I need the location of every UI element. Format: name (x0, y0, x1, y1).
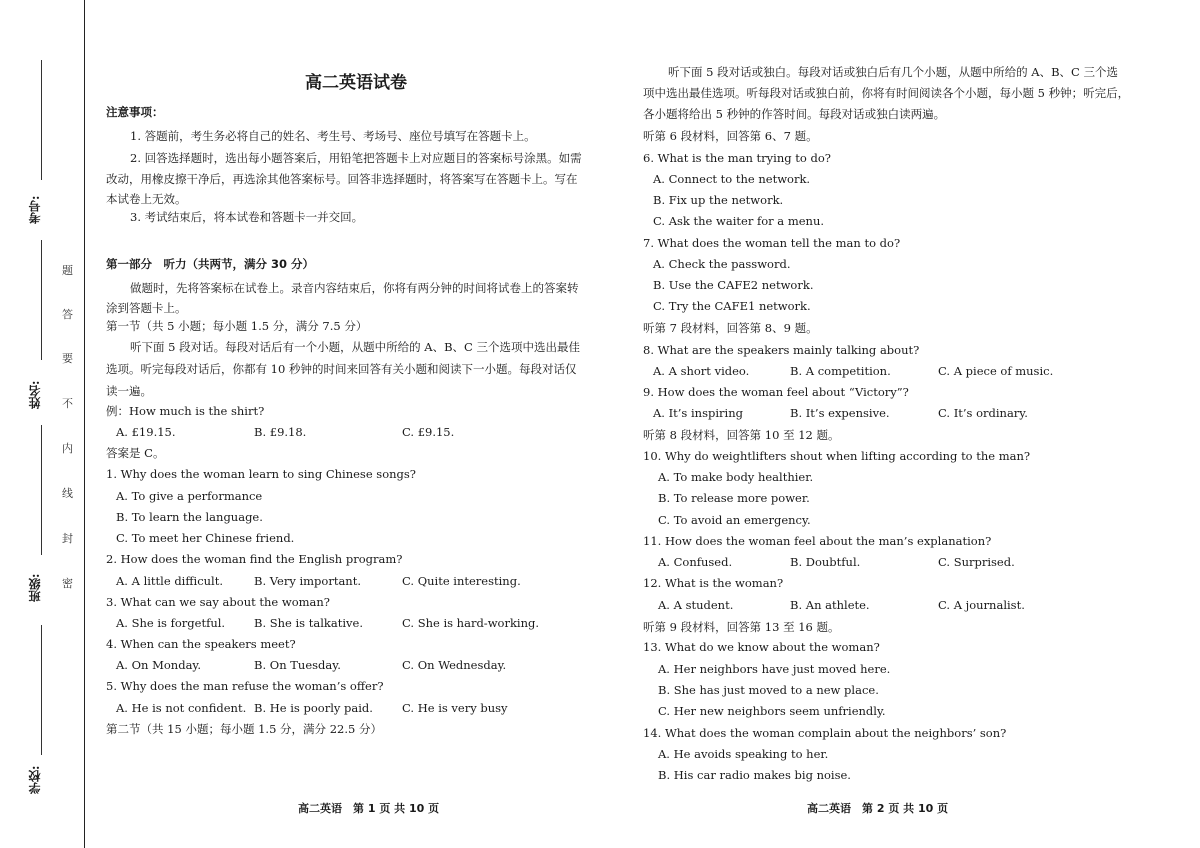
notice-line: 改动，用橡皮擦干净后，再选涂其他答案标号。回答非选择题时，将答案写在答题卡上。写在 (106, 172, 578, 186)
option: A. A student. (658, 598, 734, 612)
instruction-line: 项中选出最佳选项。听每段对话或独白前，你将有时间阅读各个小题，每小题 5 秒钟；听完后， (643, 86, 1130, 100)
question: 7. What does the woman tell the man to do? (643, 236, 901, 250)
option: A. To give a performance (116, 489, 263, 503)
question: 12. What is the woman? (643, 576, 784, 590)
school-label: 学校: (28, 765, 42, 795)
question: 2. How does the woman find the English program? (106, 552, 403, 566)
option: C. To meet her Chinese friend. (116, 531, 295, 545)
option: C. Her new neighbors seem unfriendly. (658, 704, 886, 718)
exam-number-label: 考号: (28, 195, 42, 225)
question: 5. Why does the man refuse the woman’s offer? (106, 679, 384, 693)
name-line (41, 240, 42, 360)
question: 6. What is the man trying to do? (643, 151, 831, 165)
option: B. On Tuesday. (254, 658, 341, 672)
material-heading: 听第 9 段材料，回答第 13 至 16 题。 (643, 620, 840, 634)
option: A. £19.15. (116, 425, 176, 439)
material-heading: 听第 8 段材料，回答第 10 至 12 题。 (643, 428, 840, 442)
page-title: 高二英语试卷 (305, 73, 407, 93)
option: B. To release more power. (658, 491, 810, 505)
question: 8. What are the speakers mainly talking about? (643, 343, 920, 357)
instruction-line: 听下面 5 段对话或独白。每段对话或独白后有几个小题，从题中所给的 A、B、C 三个选 (668, 65, 1118, 79)
section-heading: 第一节（共 5 小题；每小题 1.5 分，满分 7.5 分） (106, 319, 368, 333)
notice-line: 本试卷上无效。 (106, 192, 187, 206)
option: B. £9.18. (254, 425, 307, 439)
question: 13. What do we know about the woman? (643, 640, 880, 654)
section-heading: 第二节（共 15 小题；每小题 1.5 分，满分 22.5 分） (106, 722, 382, 736)
instruction-line: 读一遍。 (106, 384, 152, 398)
seal-char: 密 (62, 577, 73, 590)
seal-char: 题 (62, 264, 73, 277)
option: A. Confused. (658, 555, 733, 569)
binding-line (84, 0, 85, 848)
option: B. It’s expensive. (790, 406, 890, 420)
notice-line: 1. 答题前，考生务必将自己的姓名、考生号、考场号、座位号填写在答题卡上。 (130, 129, 536, 143)
option: C. Ask the waiter for a menu. (653, 214, 825, 228)
option: A. Her neighbors have just moved here. (658, 662, 891, 676)
class-label: 班级: (28, 573, 42, 603)
option: B. He is poorly paid. (254, 701, 373, 715)
option: A. Connect to the network. (653, 172, 811, 186)
option: B. Doubtful. (790, 555, 861, 569)
option: B. An athlete. (790, 598, 870, 612)
material-heading: 听第 6 段材料，回答第 6、7 题。 (643, 129, 818, 143)
option: C. It’s ordinary. (938, 406, 1028, 420)
option: B. She is talkative. (254, 616, 363, 630)
question: 11. How does the woman feel about the man’s explanation? (643, 534, 992, 548)
notice-line: 3. 考试结束后，将本试卷和答题卡一并交回。 (130, 210, 364, 224)
seal-char: 封 (62, 532, 73, 545)
option: A. Check the password. (653, 257, 791, 271)
notice-heading: 注意事项： (106, 105, 164, 119)
question: 9. How does the woman feel about “Victory”? (643, 385, 909, 399)
option: A. On Monday. (116, 658, 202, 672)
seal-char: 答 (62, 308, 73, 321)
material-heading: 听第 7 段材料，回答第 8、9 题。 (643, 321, 818, 335)
instruction-line: 听下面 5 段对话。每段对话后有一个小题，从题中所给的 A、B、C 三个选项中选出最佳 (130, 340, 580, 354)
instruction-line: 做题时，先将答案标在试卷上。录音内容结束后，你将有两分钟的时间将试卷上的答案转 (130, 281, 579, 295)
option: C. Surprised. (938, 555, 1015, 569)
option: A. A short video. (653, 364, 750, 378)
option: C. On Wednesday. (402, 658, 507, 672)
class-line (41, 425, 42, 555)
option: B. To learn the language. (116, 510, 263, 524)
example-question: 例：How much is the shirt? (106, 404, 265, 418)
notice-line: 2. 回答选择题时，选出每小题答案后，用铅笔把答题卡上对应题目的答案标号涂黑。如需 (130, 151, 582, 165)
example-answer: 答案是 C。 (106, 446, 165, 460)
option: B. Very important. (254, 574, 361, 588)
page-footer: 高二英语 第 2 页 共 10 页 (807, 802, 949, 815)
question: 14. What does the woman complain about the neighbors’ son? (643, 726, 1007, 740)
option: B. A competition. (790, 364, 891, 378)
seal-char: 线 (62, 487, 73, 500)
option: A. He is not confident. (116, 701, 247, 715)
name-label: 姓名: (28, 380, 42, 410)
option: C. He is very busy (402, 701, 508, 715)
option: B. Use the CAFE2 network. (653, 278, 814, 292)
part-heading: 第一部分 听力（共两节，满分 30 分） (106, 257, 315, 271)
option: A. He avoids speaking to her. (658, 747, 829, 761)
option: A. She is forgetful. (116, 616, 226, 630)
option: B. Fix up the network. (653, 193, 784, 207)
question: 4. When can the speakers meet? (106, 637, 296, 651)
option: C. £9.15. (402, 425, 455, 439)
page-footer: 高二英语 第 1 页 共 10 页 (298, 802, 440, 815)
option: A. It’s inspiring (653, 406, 743, 420)
option: C. She is hard-working. (402, 616, 540, 630)
option: C. Try the CAFE1 network. (653, 299, 811, 313)
option: B. His car radio makes big noise. (658, 768, 851, 782)
option: A. A little difficult. (116, 574, 224, 588)
seal-char: 不 (62, 397, 73, 410)
seal-char: 要 (62, 352, 73, 365)
question: 3. What can we say about the woman? (106, 595, 330, 609)
option: C. To avoid an emergency. (658, 513, 811, 527)
option: B. She has just moved to a new place. (658, 683, 879, 697)
question: 10. Why do weightlifters shout when lifting according to the man? (643, 449, 1031, 463)
exam-number-line (41, 60, 42, 180)
instruction-line: 各小题将给出 5 秒钟的作答时间。每段对话或独白读两遍。 (643, 107, 946, 121)
question: 1. Why does the woman learn to sing Chinese songs? (106, 467, 416, 481)
option: C. A piece of music. (938, 364, 1054, 378)
school-line (41, 625, 42, 755)
instruction-line: 选项。听完每段对话后，你都有 10 秒钟的时间来回答有关小题和阅读下一小题。每段对话仅 (106, 362, 577, 376)
instruction-line: 涂到答题卡上。 (106, 301, 187, 315)
seal-char: 内 (62, 442, 73, 455)
option: A. To make body healthier. (658, 470, 814, 484)
option: C. A journalist. (938, 598, 1025, 612)
option: C. Quite interesting. (402, 574, 521, 588)
